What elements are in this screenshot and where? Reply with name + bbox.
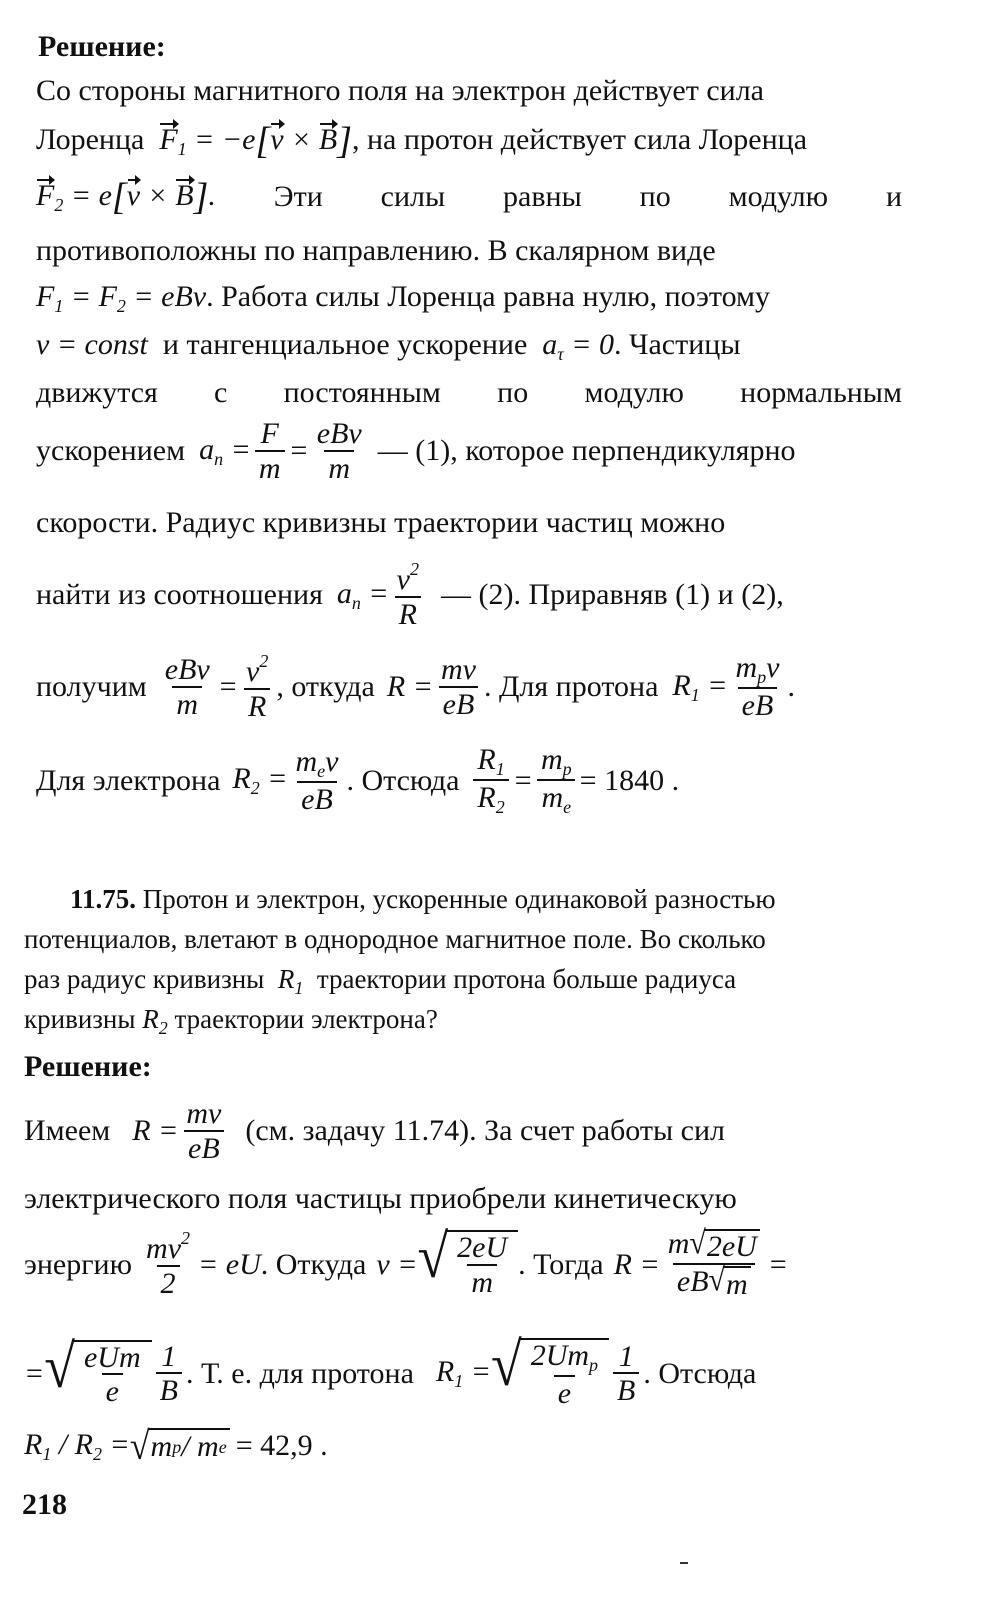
scan-mark: [680, 1562, 688, 1564]
page-number: 218: [22, 1488, 67, 1521]
formula-lorentz-electron: $F_1 = -e[v \times B]$: [159, 120, 352, 162]
problem-line: 11.75. Протон и электрон, ускоренные одинаковой разностью: [70, 884, 776, 914]
formula-centripetal: $a_n$ =: [336, 576, 389, 613]
formula-final-ratio: $R_1 / R_2$ =: [24, 1427, 130, 1464]
problem-line: кривизны $R_2$ траектории электрона?: [24, 1004, 438, 1038]
text-line: скорости. Радиус кривизны траектории частиц можно: [36, 506, 726, 539]
text-line: $F_2 = e[v \times B]$. Эти силы равны по модулю и: [36, 176, 902, 218]
text-line: движутся с постоянным по модулю нормальным: [36, 376, 902, 409]
formula-radius-energy: R =: [613, 1247, 660, 1281]
formula-r1-proton: $R_1$ =: [435, 1355, 491, 1392]
formula-kinetic: $\frac{mv^2}{2}$: [146, 1228, 191, 1300]
text-line: противоположны по направлению. В скалярном виде: [36, 234, 716, 267]
text-line: $R_1 / R_2$ = √ m p / m e = 42,9 .: [24, 1424, 328, 1468]
formula-lorentz-proton: $F_2 = e[v \times B]$.: [36, 176, 216, 218]
text-line: Для электрона $R_2$ = $\frac{m_ev}{eB}$ . Отсюда $\frac{R_1}{R_2}$ = $\frac{m_p}{m_e}$ = 1840 .: [36, 743, 680, 817]
formula-ratio: $\frac{R_1}{R_2}$: [473, 744, 508, 818]
problem-line: потенциалов, влетают в однородное магнитное поле. Во сколько: [24, 924, 766, 954]
text-line: Со стороны магнитного поля на электрон действует сила: [36, 74, 764, 107]
solution-heading: Решение:: [38, 30, 166, 63]
text-line: v = const и тангенциальное ускорение $a_\tau = 0$. Частицы: [36, 328, 741, 364]
problem-number: 11.75.: [70, 884, 137, 914]
text-line: получим $\frac{\text{eBv}}{m}$ = $\frac{v^2}{R}$ , откуда R = $\frac{mv}{eB}$ . Для протона $R_1$ = $\frac{m_pv}{eB}$ .: [36, 651, 795, 723]
formula-scalar-force: $F_1 = F_2$ = eBv: [36, 280, 207, 316]
formula-radius: R =: [386, 670, 433, 704]
formula-velocity: v =: [376, 1247, 418, 1281]
text-line: Лоренца $F_1 = -e[v \times B]$, на протон действует сила Лоренца: [36, 120, 808, 162]
text-line: найти из соотношения $a_n$ = $\frac{v^2}{R}$ — (2). Приравняв (1) и (2),: [36, 559, 784, 631]
text-line: ускорением $a_n$ = $\frac{F}{m}$ = $\frac{\text{eBv}}{m}$ — (1), которое перпендикулярно: [36, 417, 796, 485]
text-line: $F_1 = F_2$ = eBv. Работа силы Лоренца равна нулю, поэтому: [36, 280, 771, 316]
problem-line: раз радиус кривизны $R_1$ траектории протона больше радиуса: [24, 964, 737, 998]
formula-v-const: v = const: [36, 328, 148, 361]
formula-r1: $R_1$ =: [672, 668, 728, 705]
formula-radius: R =: [132, 1114, 179, 1148]
formula-normal-accel: $a_n$ =: [199, 432, 251, 469]
text-line: электрического поля частицы приобрели кинетическую: [24, 1182, 737, 1215]
formula-tangential: $a_\tau = 0$: [542, 328, 614, 364]
text-line: Имеем R = $\frac{mv}{eB}$ (см. задачу 11.74). За счет работы сил: [24, 1097, 725, 1165]
text-line: = √ $\frac{\text{eUm}}{e}$ $\frac{1}{B}$ . Т. е. для протона $R_1$ = √ $\frac{2Um_p}{e}$ $\frac{1}{B}$ . Отсюда: [24, 1331, 757, 1410]
text-line: энергию $\frac{mv^2}{2}$ = eU . Откуда v = √ $\frac{2eU}{m}$ . Тогда R = m √ 2eU eB √ m =: [24, 1223, 789, 1302]
formula-equate: $\frac{\text{eBv}}{m}$: [164, 653, 210, 721]
formula-radius-sqrt: √ $\frac{\text{eUm}}{e}$: [44, 1340, 151, 1409]
solution-heading: Решение:: [24, 1050, 152, 1083]
formula-r2: $R_2$ =: [232, 762, 288, 799]
